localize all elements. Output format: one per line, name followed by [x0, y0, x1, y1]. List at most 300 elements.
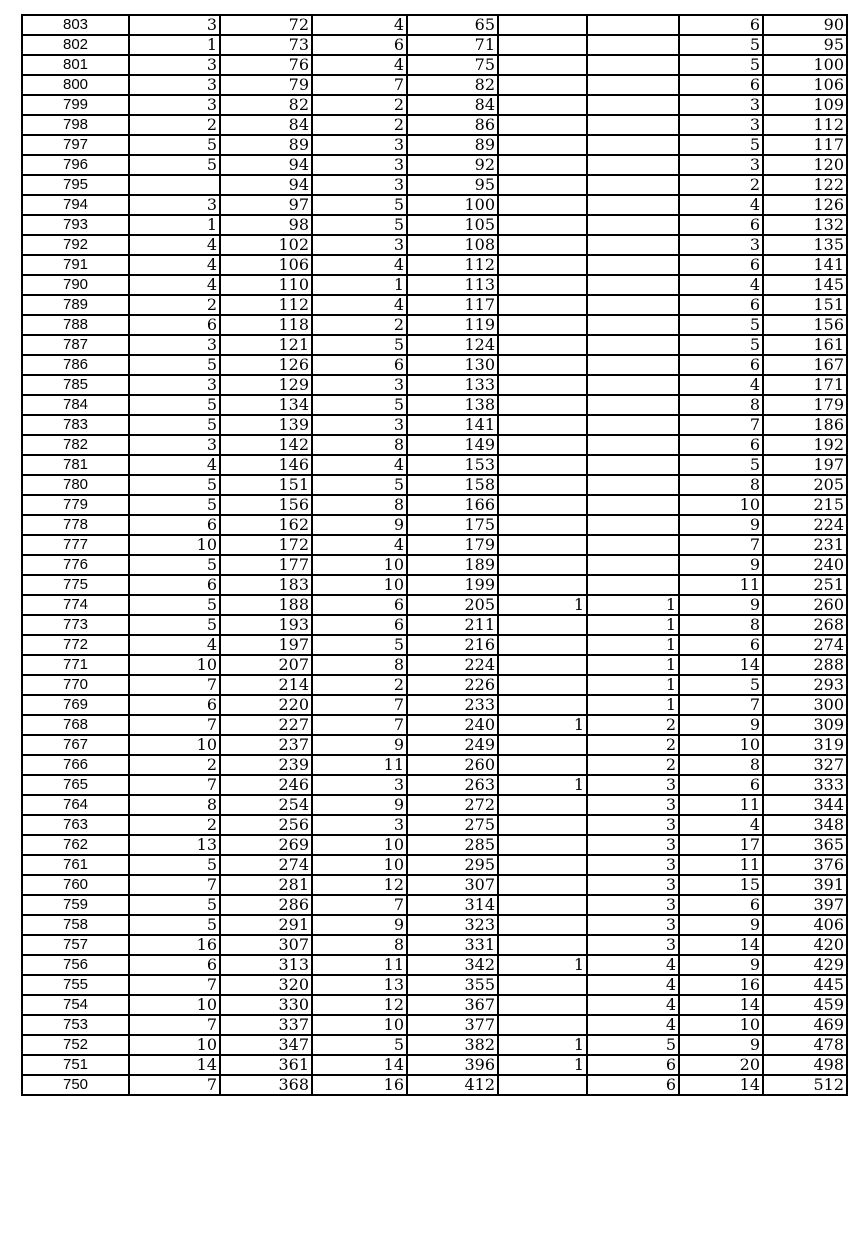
cell-count-total: 3	[679, 155, 763, 175]
cell-cumulative-c: 1	[587, 655, 679, 675]
cell-score: 802	[22, 35, 129, 55]
cell-count-a: 2	[129, 815, 220, 835]
cell-count-total: 9	[679, 915, 763, 935]
cell-cumulative-total: 109	[763, 95, 847, 115]
cell-cumulative-a: 121	[220, 335, 312, 355]
cell-count-b: 10	[312, 1015, 407, 1035]
cell-count-c	[498, 155, 587, 175]
table-row	[22, 715, 847, 735]
table-row	[22, 915, 847, 935]
cell-count-b: 3	[312, 135, 407, 155]
table-row	[22, 835, 847, 855]
cell-cumulative-a: 188	[220, 595, 312, 615]
cell-cumulative-a: 286	[220, 895, 312, 915]
cell-cumulative-total: 215	[763, 495, 847, 515]
cell-count-a: 3	[129, 55, 220, 75]
cell-count-a: 6	[129, 695, 220, 715]
table-row	[22, 1055, 847, 1075]
cell-cumulative-b: 86	[407, 115, 498, 135]
cell-cumulative-a: 110	[220, 275, 312, 295]
cell-cumulative-c: 1	[587, 675, 679, 695]
cell-score: 762	[22, 835, 129, 855]
cell-cumulative-total: 327	[763, 755, 847, 775]
cell-cumulative-a: 320	[220, 975, 312, 995]
cell-count-total: 15	[679, 875, 763, 895]
cell-cumulative-a: 220	[220, 695, 312, 715]
cell-count-total: 4	[679, 275, 763, 295]
cell-cumulative-c: 4	[587, 1015, 679, 1035]
cell-cumulative-a: 207	[220, 655, 312, 675]
cell-count-c	[498, 815, 587, 835]
cell-count-total: 16	[679, 975, 763, 995]
table-row	[22, 15, 847, 35]
cell-score: 800	[22, 75, 129, 95]
cell-count-b: 9	[312, 915, 407, 935]
cell-count-a: 7	[129, 875, 220, 895]
cell-score: 784	[22, 395, 129, 415]
cell-score: 756	[22, 955, 129, 975]
cell-cumulative-c: 3	[587, 915, 679, 935]
cell-cumulative-total: 120	[763, 155, 847, 175]
cell-cumulative-b: 108	[407, 235, 498, 255]
cell-cumulative-total: 274	[763, 635, 847, 655]
cell-count-total: 5	[679, 55, 763, 75]
cell-cumulative-b: 175	[407, 515, 498, 535]
cell-count-a: 10	[129, 735, 220, 755]
cell-count-a: 3	[129, 375, 220, 395]
cell-count-b: 6	[312, 595, 407, 615]
cell-cumulative-a: 361	[220, 1055, 312, 1075]
cell-count-b: 4	[312, 295, 407, 315]
cell-count-b: 6	[312, 35, 407, 55]
cell-cumulative-b: 100	[407, 195, 498, 215]
cell-cumulative-total: 95	[763, 35, 847, 55]
cell-cumulative-b: 331	[407, 935, 498, 955]
cell-cumulative-b: 260	[407, 755, 498, 775]
cell-count-c	[498, 75, 587, 95]
cell-score: 799	[22, 95, 129, 115]
cell-score: 793	[22, 215, 129, 235]
cell-score: 765	[22, 775, 129, 795]
cell-count-a: 7	[129, 1075, 220, 1095]
cell-count-b: 3	[312, 775, 407, 795]
cell-count-total: 6	[679, 255, 763, 275]
cell-count-b: 4	[312, 535, 407, 555]
cell-cumulative-c: 3	[587, 855, 679, 875]
cell-count-b: 11	[312, 755, 407, 775]
cell-cumulative-c	[587, 215, 679, 235]
cell-cumulative-a: 197	[220, 635, 312, 655]
cell-cumulative-b: 377	[407, 1015, 498, 1035]
cell-cumulative-a: 106	[220, 255, 312, 275]
cell-cumulative-a: 129	[220, 375, 312, 395]
cell-cumulative-a: 330	[220, 995, 312, 1015]
cell-count-c	[498, 755, 587, 775]
cell-cumulative-total: 469	[763, 1015, 847, 1035]
cell-cumulative-c: 4	[587, 975, 679, 995]
cell-cumulative-total: 397	[763, 895, 847, 915]
cell-count-c	[498, 515, 587, 535]
cell-count-c	[498, 675, 587, 695]
cell-score: 796	[22, 155, 129, 175]
cell-cumulative-total: 161	[763, 335, 847, 355]
cell-score: 764	[22, 795, 129, 815]
cell-count-a: 14	[129, 1055, 220, 1075]
cell-count-a: 5	[129, 475, 220, 495]
cell-cumulative-c	[587, 515, 679, 535]
cell-count-a: 4	[129, 635, 220, 655]
table-row	[22, 1035, 847, 1055]
cell-count-a: 3	[129, 435, 220, 455]
table-row	[22, 255, 847, 275]
cell-count-b: 4	[312, 455, 407, 475]
cell-cumulative-total: 420	[763, 935, 847, 955]
cell-count-total: 3	[679, 115, 763, 135]
cell-count-c	[498, 255, 587, 275]
cell-count-a: 7	[129, 775, 220, 795]
cell-count-a: 5	[129, 855, 220, 875]
cell-count-total: 11	[679, 855, 763, 875]
cell-count-c	[498, 655, 587, 675]
cell-cumulative-b: 133	[407, 375, 498, 395]
cell-count-total: 8	[679, 615, 763, 635]
cell-count-b: 14	[312, 1055, 407, 1075]
cell-cumulative-b: 149	[407, 435, 498, 455]
table-row	[22, 955, 847, 975]
cell-cumulative-a: 142	[220, 435, 312, 455]
cell-count-c	[498, 1075, 587, 1095]
cell-count-c	[498, 55, 587, 75]
cell-count-a: 6	[129, 315, 220, 335]
cell-count-a: 1	[129, 35, 220, 55]
cell-count-total: 6	[679, 75, 763, 95]
cell-count-a: 7	[129, 675, 220, 695]
cell-count-c: 1	[498, 715, 587, 735]
cell-count-a: 5	[129, 495, 220, 515]
cell-count-b: 6	[312, 355, 407, 375]
cell-cumulative-c	[587, 335, 679, 355]
cell-cumulative-total: 288	[763, 655, 847, 675]
table-row	[22, 315, 847, 335]
table-row	[22, 975, 847, 995]
cell-count-c	[498, 215, 587, 235]
cell-score: 770	[22, 675, 129, 695]
cell-cumulative-a: 156	[220, 495, 312, 515]
cell-count-total: 9	[679, 1035, 763, 1055]
cell-count-a: 5	[129, 135, 220, 155]
cell-count-c	[498, 115, 587, 135]
cell-cumulative-b: 117	[407, 295, 498, 315]
cell-count-a: 7	[129, 715, 220, 735]
cell-cumulative-a: 134	[220, 395, 312, 415]
cell-cumulative-b: 179	[407, 535, 498, 555]
cell-count-total: 4	[679, 195, 763, 215]
cell-cumulative-c	[587, 535, 679, 555]
cell-cumulative-total: 171	[763, 375, 847, 395]
table-row	[22, 335, 847, 355]
cell-cumulative-total: 319	[763, 735, 847, 755]
cell-score: 782	[22, 435, 129, 455]
cell-cumulative-b: 355	[407, 975, 498, 995]
cell-count-b: 10	[312, 855, 407, 875]
cell-count-b: 7	[312, 715, 407, 735]
cell-count-a: 5	[129, 395, 220, 415]
cell-count-total: 14	[679, 995, 763, 1015]
cell-count-total: 10	[679, 735, 763, 755]
table-row	[22, 35, 847, 55]
cell-cumulative-c	[587, 435, 679, 455]
cell-cumulative-a: 227	[220, 715, 312, 735]
cell-cumulative-a: 112	[220, 295, 312, 315]
table-row	[22, 595, 847, 615]
cell-cumulative-c	[587, 235, 679, 255]
cell-cumulative-total: 260	[763, 595, 847, 615]
cell-count-a: 1	[129, 215, 220, 235]
cell-score: 774	[22, 595, 129, 615]
cell-cumulative-a: 76	[220, 55, 312, 75]
cell-count-total: 11	[679, 795, 763, 815]
cell-cumulative-b: 275	[407, 815, 498, 835]
cell-count-total: 5	[679, 335, 763, 355]
table-row	[22, 195, 847, 215]
cell-count-a: 5	[129, 915, 220, 935]
cell-cumulative-c	[587, 295, 679, 315]
table-row	[22, 515, 847, 535]
cell-cumulative-total: 512	[763, 1075, 847, 1095]
cell-cumulative-c	[587, 375, 679, 395]
cell-cumulative-a: 126	[220, 355, 312, 375]
cell-score: 778	[22, 515, 129, 535]
cell-count-c	[498, 855, 587, 875]
cell-score: 767	[22, 735, 129, 755]
cell-cumulative-c: 5	[587, 1035, 679, 1055]
cell-score: 759	[22, 895, 129, 915]
cell-cumulative-c: 6	[587, 1055, 679, 1075]
cell-cumulative-a: 89	[220, 135, 312, 155]
cell-cumulative-total: 478	[763, 1035, 847, 1055]
cell-count-total: 10	[679, 495, 763, 515]
table-row	[22, 295, 847, 315]
cell-count-a: 2	[129, 755, 220, 775]
cell-cumulative-a: 118	[220, 315, 312, 335]
cell-cumulative-total: 333	[763, 775, 847, 795]
cell-count-c	[498, 995, 587, 1015]
cell-score: 803	[22, 15, 129, 35]
cell-count-b: 3	[312, 175, 407, 195]
cell-count-c: 1	[498, 955, 587, 975]
cell-count-total: 9	[679, 955, 763, 975]
table-row	[22, 875, 847, 895]
cell-score: 797	[22, 135, 129, 155]
cell-cumulative-c	[587, 275, 679, 295]
cell-count-b: 8	[312, 495, 407, 515]
table-row	[22, 375, 847, 395]
cell-cumulative-a: 177	[220, 555, 312, 575]
cell-score: 795	[22, 175, 129, 195]
cell-cumulative-a: 307	[220, 935, 312, 955]
cell-count-a: 10	[129, 1035, 220, 1055]
table-row	[22, 395, 847, 415]
cell-score: 768	[22, 715, 129, 735]
cell-count-a: 3	[129, 15, 220, 35]
cell-cumulative-c	[587, 35, 679, 55]
cell-count-a: 13	[129, 835, 220, 855]
table-row	[22, 535, 847, 555]
cell-count-b: 7	[312, 695, 407, 715]
cell-cumulative-a: 94	[220, 175, 312, 195]
cell-cumulative-a: 139	[220, 415, 312, 435]
cell-score: 752	[22, 1035, 129, 1055]
cell-score: 801	[22, 55, 129, 75]
cell-count-a: 2	[129, 295, 220, 315]
cell-score: 766	[22, 755, 129, 775]
cell-score: 772	[22, 635, 129, 655]
cell-cumulative-total: 365	[763, 835, 847, 855]
table-row	[22, 995, 847, 1015]
cell-count-c	[498, 615, 587, 635]
table-row	[22, 695, 847, 715]
cell-cumulative-total: 156	[763, 315, 847, 335]
cell-count-c	[498, 135, 587, 155]
cell-count-c: 1	[498, 1055, 587, 1075]
score-distribution-table	[21, 14, 848, 1096]
cell-count-c	[498, 575, 587, 595]
cell-cumulative-c: 1	[587, 635, 679, 655]
cell-cumulative-c	[587, 15, 679, 35]
cell-cumulative-total: 498	[763, 1055, 847, 1075]
cell-count-c	[498, 395, 587, 415]
table-row	[22, 215, 847, 235]
cell-count-c	[498, 635, 587, 655]
cell-cumulative-b: 412	[407, 1075, 498, 1095]
cell-count-a: 3	[129, 335, 220, 355]
cell-cumulative-b: 211	[407, 615, 498, 635]
cell-cumulative-b: 382	[407, 1035, 498, 1055]
cell-count-b: 12	[312, 995, 407, 1015]
cell-score: 753	[22, 1015, 129, 1035]
cell-count-b: 5	[312, 395, 407, 415]
cell-cumulative-a: 281	[220, 875, 312, 895]
cell-count-total: 20	[679, 1055, 763, 1075]
cell-count-a: 6	[129, 955, 220, 975]
cell-cumulative-a: 368	[220, 1075, 312, 1095]
cell-score: 760	[22, 875, 129, 895]
cell-count-c	[498, 535, 587, 555]
cell-count-b: 1	[312, 275, 407, 295]
cell-count-total: 14	[679, 655, 763, 675]
table-row	[22, 135, 847, 155]
table-row	[22, 1075, 847, 1095]
cell-cumulative-c: 3	[587, 775, 679, 795]
cell-score: 792	[22, 235, 129, 255]
cell-count-b: 9	[312, 735, 407, 755]
cell-count-c	[498, 235, 587, 255]
cell-count-total: 8	[679, 395, 763, 415]
cell-count-a: 4	[129, 255, 220, 275]
cell-score: 754	[22, 995, 129, 1015]
cell-count-total: 6	[679, 215, 763, 235]
cell-count-total: 7	[679, 535, 763, 555]
cell-cumulative-b: 205	[407, 595, 498, 615]
cell-count-c: 1	[498, 775, 587, 795]
cell-cumulative-a: 269	[220, 835, 312, 855]
cell-cumulative-c	[587, 255, 679, 275]
cell-cumulative-b: 166	[407, 495, 498, 515]
cell-cumulative-c	[587, 395, 679, 415]
cell-count-total: 14	[679, 935, 763, 955]
cell-count-c	[498, 835, 587, 855]
cell-cumulative-total: 126	[763, 195, 847, 215]
cell-cumulative-b: 95	[407, 175, 498, 195]
cell-cumulative-a: 94	[220, 155, 312, 175]
cell-cumulative-b: 367	[407, 995, 498, 1015]
cell-score: 757	[22, 935, 129, 955]
cell-count-total: 7	[679, 695, 763, 715]
cell-score: 788	[22, 315, 129, 335]
cell-count-total: 6	[679, 435, 763, 455]
cell-count-b: 9	[312, 515, 407, 535]
table-row	[22, 815, 847, 835]
cell-cumulative-total: 376	[763, 855, 847, 875]
cell-count-total: 4	[679, 815, 763, 835]
cell-cumulative-b: 240	[407, 715, 498, 735]
table-body	[22, 15, 847, 1095]
cell-count-c	[498, 915, 587, 935]
cell-cumulative-total: 240	[763, 555, 847, 575]
cell-count-b: 4	[312, 55, 407, 75]
cell-count-total: 8	[679, 475, 763, 495]
cell-count-b: 5	[312, 1035, 407, 1055]
cell-count-b: 3	[312, 415, 407, 435]
cell-cumulative-c	[587, 355, 679, 375]
cell-count-total: 5	[679, 315, 763, 335]
cell-cumulative-a: 214	[220, 675, 312, 695]
cell-count-total: 10	[679, 1015, 763, 1035]
cell-cumulative-total: 309	[763, 715, 847, 735]
cell-cumulative-a: 82	[220, 95, 312, 115]
cell-cumulative-b: 112	[407, 255, 498, 275]
cell-score: 775	[22, 575, 129, 595]
table-row	[22, 175, 847, 195]
cell-cumulative-c: 3	[587, 835, 679, 855]
cell-cumulative-c	[587, 155, 679, 175]
cell-count-total: 6	[679, 635, 763, 655]
cell-cumulative-b: 113	[407, 275, 498, 295]
cell-count-total: 3	[679, 235, 763, 255]
cell-cumulative-total: 197	[763, 455, 847, 475]
cell-count-c	[498, 15, 587, 35]
cell-cumulative-a: 347	[220, 1035, 312, 1055]
cell-count-b: 11	[312, 955, 407, 975]
cell-cumulative-b: 314	[407, 895, 498, 915]
cell-count-c	[498, 1015, 587, 1035]
cell-count-a: 7	[129, 975, 220, 995]
cell-count-b: 10	[312, 835, 407, 855]
cell-count-b: 8	[312, 435, 407, 455]
cell-count-b: 13	[312, 975, 407, 995]
cell-score: 787	[22, 335, 129, 355]
cell-count-c	[498, 555, 587, 575]
cell-cumulative-b: 295	[407, 855, 498, 875]
cell-cumulative-c	[587, 495, 679, 515]
cell-count-b: 2	[312, 115, 407, 135]
cell-cumulative-total: 186	[763, 415, 847, 435]
cell-cumulative-c	[587, 475, 679, 495]
cell-cumulative-c	[587, 175, 679, 195]
cell-count-c	[498, 455, 587, 475]
table-row	[22, 475, 847, 495]
cell-count-b: 8	[312, 935, 407, 955]
